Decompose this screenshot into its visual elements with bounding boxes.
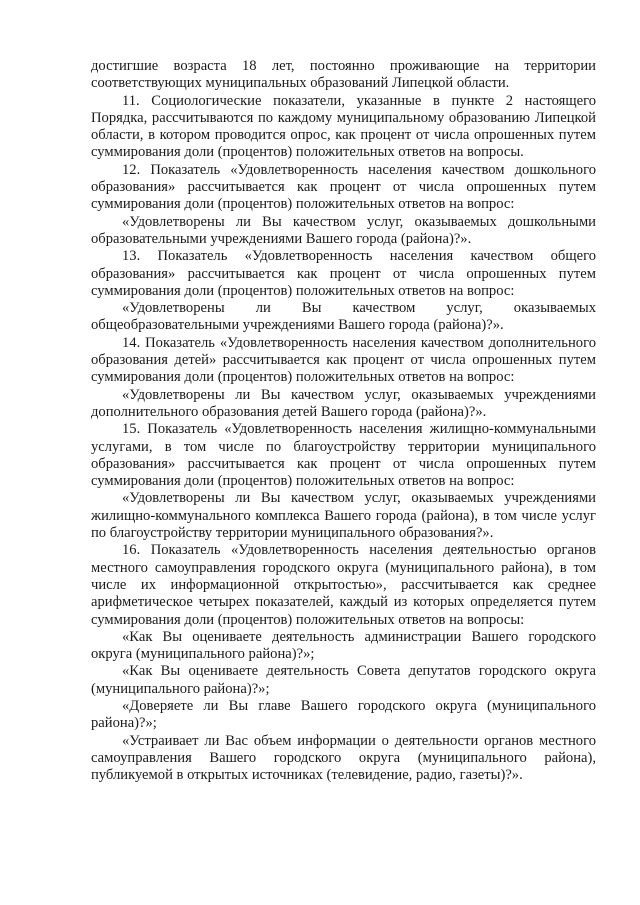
question-information-volume: «Устраивает ли Вас объем информации о деятельности органов местного самоуправления Вашего городского округа (муниципального района), публикуемой в открытых источниках (телевидение, радио, газеты)?». bbox=[91, 732, 596, 784]
question-trust-head: «Доверяете ли Вы главе Вашего городского округа (муниципального района)?»; bbox=[91, 697, 596, 732]
question-additional-education: «Удовлетворены ли Вы качеством услуг, оказываемых учреждениями дополнительного образования детей Вашего города (района)?». bbox=[91, 386, 596, 420]
document-body bbox=[91, 58, 596, 784]
paragraph-item-16: 16. Показатель «Удовлетворенность населения деятельностью органов местного самоуправления городского округа (муниципального района), в том числе их информационной открытостью», рассчитывается как среднее арифметическое четырех показателей, каждый из которых определяется путем суммирования доли (процентов) положительных ответов на вопросы: bbox=[91, 542, 596, 628]
question-housing-utilities: «Удовлетворены ли Вы качеством услуг, оказываемых учреждениями жилищно-коммунального комплекса Вашего города (района), в том числе услуг по благоустройству территории муниципального образования?». bbox=[91, 490, 596, 542]
paragraph-item-13: 13. Показатель «Удовлетворенность населения качеством общего образования» рассчитывается как процент от числа опрошенных путем суммирования доли (процентов) положительных ответов на вопрос: bbox=[91, 248, 596, 299]
paragraph-item-14: 14. Показатель «Удовлетворенность населения качеством дополнительного образования детей» рассчитывается как процент от числа опрошенных путем суммирования доли (процентов) положительных ответов на вопрос: bbox=[91, 334, 596, 386]
question-general-education: «Удовлетворены ли Вы качеством услуг, оказываемых общеобразовательными учреждениями Вашего города (района)?». bbox=[91, 300, 596, 334]
paragraph-item-11: 11. Социологические показатели, указанные в пункте 2 настоящего Порядка, рассчитываются по каждому муниципальному образованию Липецкой области, в котором проводится опрос, как процент от числа опрошенных путем суммирования доли (процентов) положительных ответов на вопросы. bbox=[91, 92, 596, 161]
question-preschool: «Удовлетворены ли Вы качеством услуг, оказываемых дошкольными образовательными учреждениями Вашего города (района)?». bbox=[91, 213, 596, 247]
paragraph-item-12: 12. Показатель «Удовлетворенность населения качеством дошкольного образования» рассчитывается как процент от числа опрошенных путем суммирования доли (процентов) положительных ответов на вопрос: bbox=[91, 161, 596, 213]
paragraph-continuation: достигшие возраста 18 лет, постоянно проживающие на территории соответствующих муниципальных образований Липецкой области. bbox=[91, 58, 596, 92]
paragraph-item-15: 15. Показатель «Удовлетворенность населения жилищно-коммунальными услугами, в том числе по благоустройству территории муниципального образования» рассчитывается как процент от числа опрошенных путем суммирования доли (процентов) положительных ответов на вопрос: bbox=[91, 421, 596, 490]
question-council: «Как Вы оцениваете деятельность Совета депутатов городского округа (муниципального района)?»; bbox=[91, 663, 596, 697]
question-administration: «Как Вы оцениваете деятельность администрации Вашего городского округа (муниципального района)?»; bbox=[91, 628, 596, 663]
